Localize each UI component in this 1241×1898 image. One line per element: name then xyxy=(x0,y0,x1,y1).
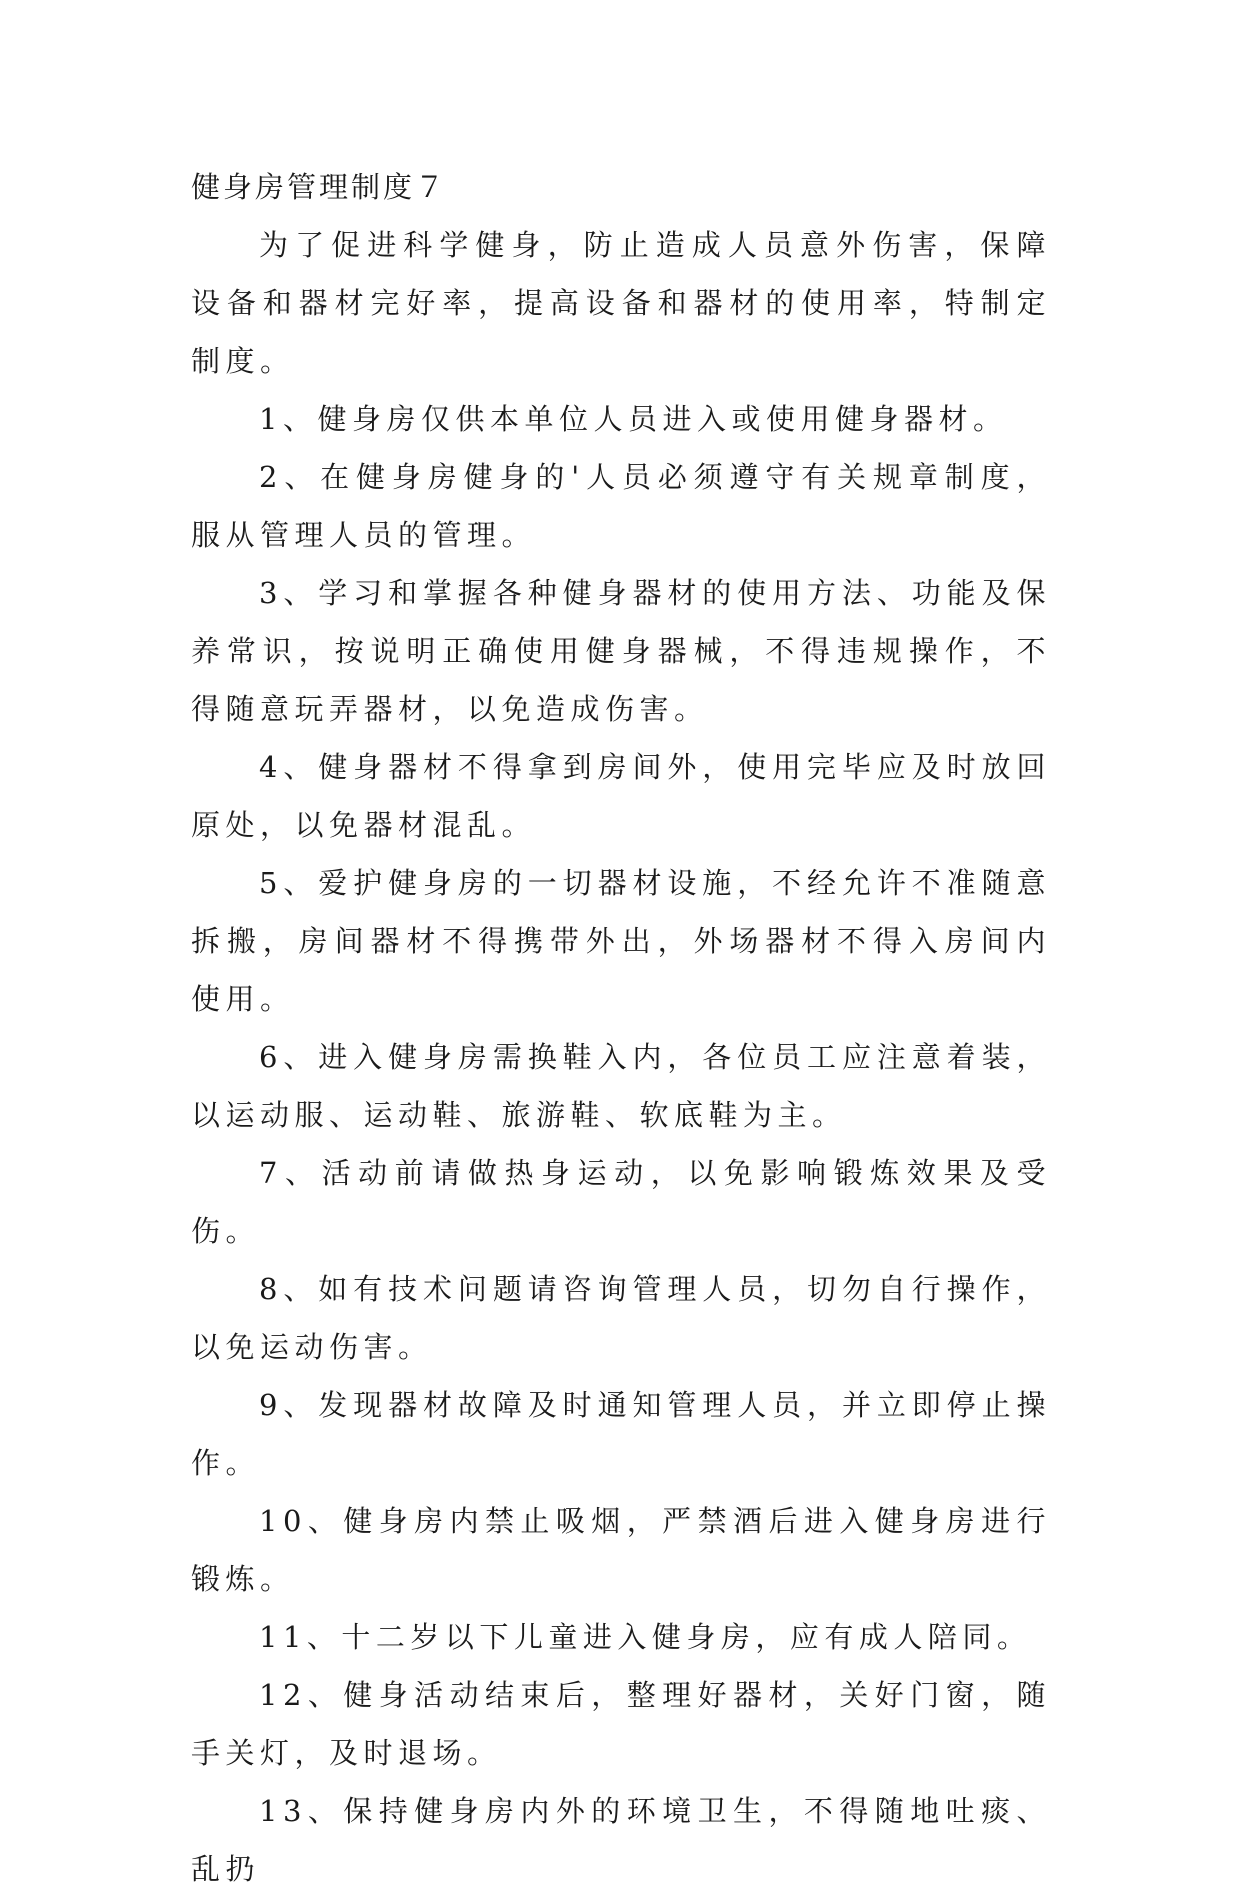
document-title: 健身房管理制度７ xyxy=(191,170,448,204)
rule-item-10: 10、健身房内禁止吸烟，严禁酒后进入健身房进行锻炼。 xyxy=(191,1504,1051,1596)
rule-item-4: 4、健身器材不得拿到房间外，使用完毕应及时放回原处，以免器材混乱。 xyxy=(191,750,1051,842)
rule-item-3: 3、学习和掌握各种健身器材的使用方法、功能及保养常识，按说明正确使用健身器械，不得违规操作，不得随意玩弄器材，以免造成伤害。 xyxy=(191,576,1051,726)
rule-item-5: 5、爱护健身房的一切器材设施，不经允许不准随意拆搬，房间器材不得携带外出，外场器材不得入房间内使用。 xyxy=(191,866,1051,1016)
rule-item-13: 13、保持健身房内外的环境卫生，不得随地吐痰、乱扔 xyxy=(191,1794,1051,1886)
rule-item-12: 12、健身活动结束后，整理好器材，关好门窗，随手关灯，及时退场。 xyxy=(191,1678,1051,1770)
rule-item-7: 7、活动前请做热身运动，以免影响锻炼效果及受伤。 xyxy=(191,1156,1051,1248)
paragraph-intro: 为了促进科学健身，防止造成人员意外伤害，保障设备和器材完好率，提高设备和器材的使用率，特制定制度。 xyxy=(191,228,1051,378)
rule-item-6: 6、进入健身房需换鞋入内，各位员工应注意着装，以运动服、运动鞋、旅游鞋、软底鞋为主。 xyxy=(191,1040,1051,1132)
rule-item-2: 2、在健身房健身的'人员必须遵守有关规章制度，服从管理人员的管理。 xyxy=(191,460,1051,552)
rule-item-9: 9、发现器材故障及时通知管理人员，并立即停止操作。 xyxy=(191,1388,1051,1480)
document-page xyxy=(191,158,1051,1898)
rule-item-1: 1、健身房仅供本单位人员进入或使用健身器材。 xyxy=(259,402,1008,436)
rule-item-8: 8、如有技术问题请咨询管理人员，切勿自行操作，以免运动伤害。 xyxy=(191,1272,1051,1364)
rule-item-11: 11、十二岁以下儿童进入健身房，应有成人陪同。 xyxy=(259,1620,1032,1654)
